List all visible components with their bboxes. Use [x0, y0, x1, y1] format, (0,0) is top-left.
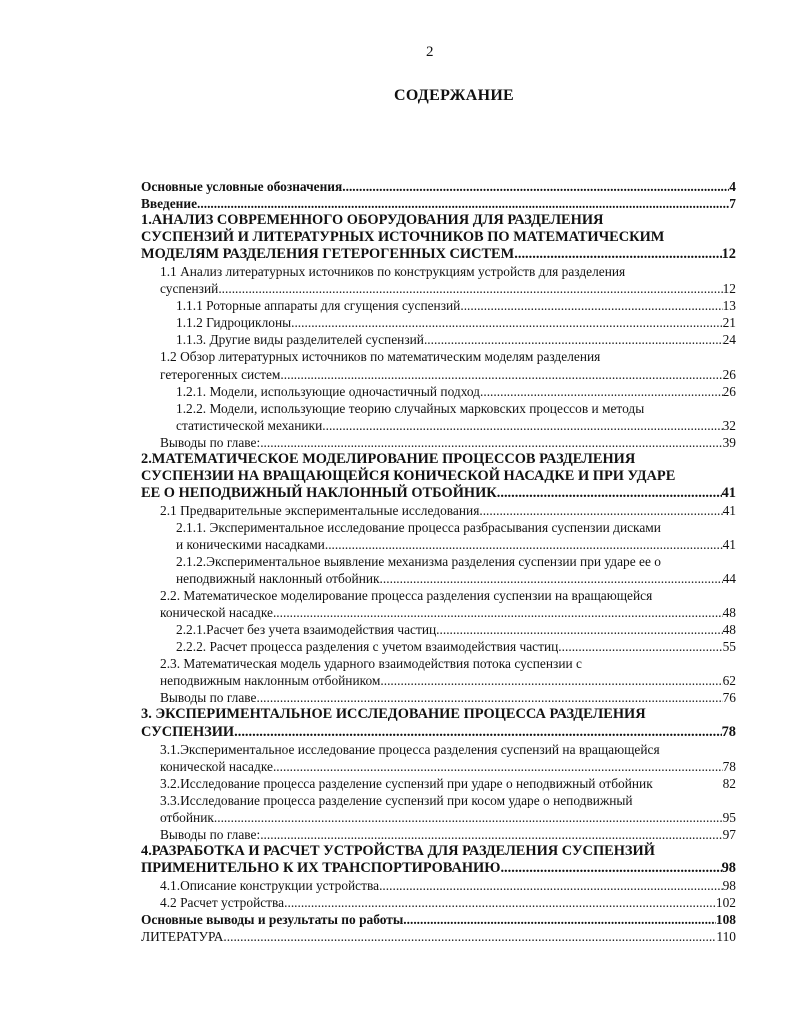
toc-dot-leader: [403, 911, 716, 928]
toc-entry: [141, 809, 736, 826]
toc-entry-label: СУСПЕНЗИЙ И ЛИТЕРАТУРНЫХ ИСТОЧНИКОВ ПО МАТЕМАТИЧЕСКИМ: [141, 229, 665, 246]
toc-dot-leader: [436, 621, 722, 638]
toc-entry-page: 108: [715, 912, 736, 928]
toc-dot-leader: [260, 434, 722, 451]
toc-entry-label: 1.1.1 Роторные аппараты для сгущения суспензий: [176, 298, 461, 314]
toc-dot-leader: [479, 502, 722, 519]
toc-dot-leader: [325, 536, 723, 553]
toc-entry: [141, 485, 736, 502]
toc-entry: [141, 860, 736, 877]
toc-entry: [141, 263, 736, 280]
toc-entry: [141, 383, 736, 400]
toc-entry-page: 32: [722, 417, 736, 433]
toc-entry: [141, 178, 736, 195]
toc-entry-label: Основные выводы и результаты по работы: [141, 912, 404, 928]
toc-entry-label: 2.2. Математическое моделирование процесса разделения суспензии на вращающейся: [160, 588, 653, 604]
toc-entry: [141, 366, 736, 383]
toc-entry: [141, 672, 736, 689]
toc-entry-label: Введение: [141, 196, 198, 212]
toc-entry-page: 39: [722, 434, 736, 450]
toc-entry: [141, 570, 736, 587]
toc-entry-page: 98: [721, 859, 736, 876]
toc-dot-leader: [214, 809, 723, 826]
toc-entry: [141, 229, 736, 246]
toc-entry-page: 13: [722, 298, 736, 314]
toc-dot-leader: [326, 417, 723, 434]
toc-entry-label: суспензий: [160, 281, 219, 297]
toc-entry-label: отбойник: [160, 809, 214, 825]
toc-dot-leader: [197, 195, 729, 212]
toc-entry-page: 4: [729, 179, 736, 194]
toc-entry: [141, 536, 736, 553]
toc-entry-label: Выводы по главе:: [160, 434, 261, 450]
toc-entry: [141, 502, 736, 519]
toc-entry-label: конической насадке: [160, 605, 273, 621]
toc-entry: [141, 314, 736, 331]
toc-entry-label: 3.2.Исследование процесса разделение суспензий при ударе о неподвижный отбойник: [160, 775, 653, 791]
toc-dot-leader: [380, 570, 723, 587]
toc-entry-label: 2.2.2. Расчет процесса разделения с учетом взаимодействия частиц: [176, 639, 559, 655]
toc-entry-label: 2.3. Математическая модель ударного взаимодействия потока суспензии с: [160, 656, 582, 672]
toc-entry-label: 3.3.Исследование процесса разделение суспензий при косом ударе о неподвижный: [160, 792, 633, 808]
toc-entry-label: 1.1.3. Другие виды разделителей суспензий: [176, 332, 424, 348]
toc-entry-page: 21: [722, 315, 736, 331]
toc-dot-leader: [424, 331, 723, 348]
toc-dot-leader: [223, 928, 716, 945]
toc-entry: [141, 689, 736, 706]
toc-entry: [141, 348, 736, 365]
toc-entry: [141, 604, 736, 621]
toc-entry: [141, 331, 736, 348]
toc-dot-leader: [273, 758, 723, 775]
toc-entry-label: 4.1.Описание конструкции устройства: [160, 877, 380, 893]
toc-entry-label: статистической механики.: [176, 417, 326, 433]
toc-entry-label: 3. ЭКСПЕРИМЕНТАЛЬНОЕ ИССЛЕДОВАНИЕ ПРОЦЕССА РАЗДЕЛЕНИЯ: [141, 706, 646, 723]
toc-dot-leader: [379, 877, 723, 894]
toc-dot-leader: [284, 894, 716, 911]
toc-dot-leader: [273, 604, 723, 621]
toc-entry: [141, 843, 736, 860]
toc-entry: [141, 724, 736, 741]
toc-entry: [141, 638, 736, 655]
toc-entry-page: 110: [716, 929, 736, 945]
toc-entry: [141, 741, 736, 758]
toc-entry-label: гетерогенных систем: [160, 366, 281, 382]
toc-entry-page: 12: [722, 281, 736, 297]
toc-entry-page: 48: [722, 622, 736, 638]
toc-entry-label: СУСПЕНЗИИ: [141, 723, 235, 740]
toc-entry-page: 44: [722, 571, 736, 587]
toc-entry: [141, 519, 736, 536]
toc-entry-page: 78: [721, 723, 736, 740]
toc-entry: [141, 246, 736, 263]
toc-dot-leader: [500, 860, 721, 877]
toc-entry: [141, 297, 736, 314]
toc-entry: [141, 621, 736, 638]
toc-dot-leader: [260, 826, 722, 843]
toc-entry-page: 98: [722, 877, 736, 893]
toc-entry: [141, 911, 736, 928]
toc-entry-label: 1.2.1. Модели, использующие одночастичный подход: [176, 383, 481, 399]
toc-entry-label: 2.1.1. Экспериментальное исследование процесса разбрасывания суспензии дисками: [176, 519, 661, 535]
toc-entry-label: МОДЕЛЯМ РАЗДЕЛЕНИЯ ГЕТЕРОГЕННЫХ СИСТЕМ: [141, 246, 515, 263]
toc-entry-label: и коническими насадками: [176, 536, 325, 552]
toc-entry-page: 26: [722, 383, 736, 399]
toc-entry-label: Выводы по главе: [160, 690, 257, 706]
toc-entry-label: Основные условные обозначения: [141, 179, 343, 194]
toc-entry-page: 41: [721, 484, 736, 501]
toc-entry-label: 4.РАЗРАБОТКА И РАСЧЕТ УСТРОЙСТВА ДЛЯ РАЗДЕЛЕНИЯ СУСПЕНЗИЙ: [141, 842, 655, 859]
toc-entry-page: 41: [722, 536, 736, 552]
toc-entry-label: 4.2 Расчет устройства: [160, 894, 285, 910]
toc-entry-page: 55: [722, 639, 736, 655]
toc-entry-label: ЛИТЕРАТУРА: [141, 929, 224, 945]
toc-entry: [141, 706, 736, 723]
toc-entry-page: 97: [722, 826, 736, 842]
toc-entry: [141, 195, 736, 212]
toc-dot-leader: [380, 672, 722, 689]
toc-entry-page: 82: [722, 775, 736, 791]
toc-entry: [141, 655, 736, 672]
toc-entry: [141, 553, 736, 570]
toc-entry-label: 2.1.2.Экспериментальное выявление механизма разделения суспензии при ударе ее о: [176, 554, 661, 570]
toc-entry: [141, 877, 736, 894]
toc-entry-label: неподвижный наклонный отбойник: [176, 571, 380, 587]
toc-dot-leader: [460, 297, 722, 314]
toc-entry-page: 41: [722, 502, 736, 518]
toc-entry: [141, 212, 736, 229]
toc-entry: [141, 775, 736, 792]
toc-entry-page: 78: [722, 758, 736, 774]
toc-entry-label: ЕЕ О НЕПОДВИЖНЫЙ НАКЛОННЫЙ ОТБОЙНИК: [141, 484, 497, 501]
toc-dot-leader: [514, 246, 721, 263]
toc-entry-label: 1.1.2 Гидроциклоны: [176, 315, 292, 331]
toc-entry-label: 1.2 Обзор литературных источников по математическим моделям разделения: [160, 349, 601, 365]
toc-dot-leader: [480, 383, 723, 400]
toc-entry-page: 102: [715, 894, 736, 910]
toc-dot-leader: [280, 366, 722, 383]
toc-entry-label: конической насадке: [160, 758, 273, 774]
table-of-contents: [141, 178, 736, 945]
toc-entry: [141, 417, 736, 434]
toc-entry-label: Выводы по главе:: [160, 826, 261, 842]
toc-dot-leader: [218, 280, 722, 297]
toc-entry-label: 1.АНАЛИЗ СОВРЕМЕННОГО ОБОРУДОВАНИЯ ДЛЯ РАЗДЕЛЕНИЯ: [141, 212, 604, 229]
toc-entry: [141, 280, 736, 297]
toc-entry-page: 76: [722, 690, 736, 706]
toc-entry-label: 2.МАТЕМАТИЧЕСКОЕ МОДЕЛИРОВАНИЕ ПРОЦЕССОВ РАЗДЕЛЕНИЯ: [141, 450, 636, 467]
toc-dot-leader: [558, 638, 722, 655]
toc-entry: [141, 434, 736, 451]
toc-entry: [141, 400, 736, 417]
toc-entry-label: 1.1 Анализ литературных источников по конструкциям устройств для разделения: [160, 264, 626, 280]
toc-dot-leader: [497, 485, 722, 502]
toc-entry: [141, 826, 736, 843]
page-number: 2: [426, 44, 434, 60]
toc-entry: [141, 792, 736, 809]
toc-entry-page: 95: [722, 809, 736, 825]
toc-entry: [141, 587, 736, 604]
toc-entry-label: неподвижным наклонным отбойником: [160, 673, 381, 689]
toc-entry-page: 24: [722, 332, 736, 348]
toc-entry-label: 3.1.Экспериментальное исследование процесса разделения суспензий на вращающейся: [160, 741, 660, 757]
toc-dot-leader: [234, 724, 721, 741]
toc-entry: [141, 894, 736, 911]
toc-entry-page: 62: [722, 673, 736, 689]
page-title: СОДЕРЖАНИЕ: [394, 87, 515, 104]
toc-entry-page: 26: [722, 366, 736, 382]
toc-dot-leader: [256, 689, 722, 706]
toc-entry-page: 7: [729, 196, 736, 212]
toc-entry-label: СУСПЕНЗИИ НА ВРАЩАЮЩЕЙСЯ КОНИЧЕСКОЙ НАСАДКЕ И ПРИ УДАРЕ: [141, 467, 676, 484]
toc-entry-page: 48: [722, 605, 736, 621]
toc-entry: [141, 758, 736, 775]
toc-entry-label: 2.1 Предварительные экспериментальные исследования: [160, 502, 480, 518]
toc-entry-label: 1.2.2. Модели, использующие теорию случайных марковских процессов и методы: [176, 400, 645, 416]
toc-dot-leader: [291, 314, 723, 331]
toc-entry: [141, 928, 736, 945]
toc-entry-label: ПРИМЕНИТЕЛЬНО К ИХ ТРАНСПОРТИРОВАНИЮ: [141, 859, 501, 876]
toc-entry-page: 12: [721, 246, 736, 263]
toc-entry: [141, 468, 736, 485]
toc-dot-leader: [342, 178, 729, 195]
toc-entry: [141, 451, 736, 468]
toc-entry-label: 2.2.1.Расчет без учета взаимодействия частиц: [176, 622, 437, 638]
